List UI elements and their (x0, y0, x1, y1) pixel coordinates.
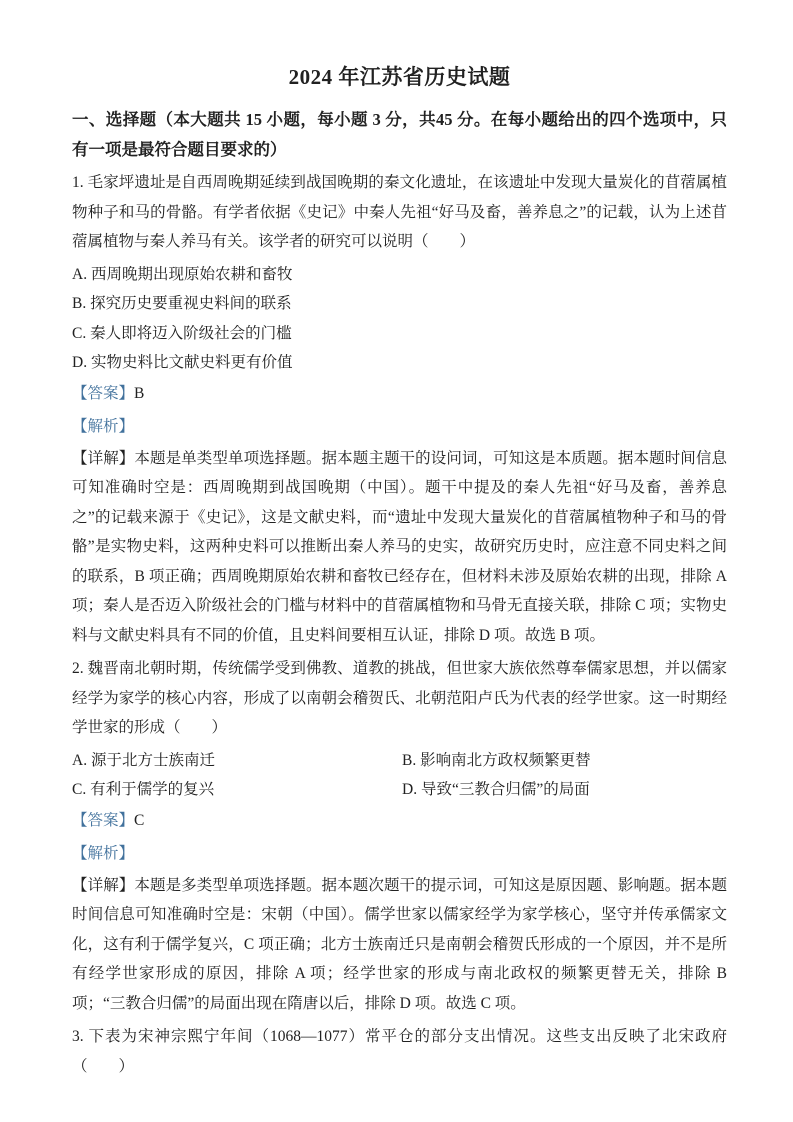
question-1-option-c: C. 秦人即将迈入阶级社会的门槛 (72, 324, 292, 342)
question-2-stem: 2. 魏晋南北朝时期，传统儒学受到佛教、道教的挑战，但世家大族依然尊奉儒家思想，并以儒家经学为家学的核心内容，形成了以南朝会稽贺氏、北朝范阳卢氏为代表的经学世家。这一时期经学世家的形成（ ） (72, 660, 727, 736)
question-3-stem: 3. 下表为宋神宗熙宁年间（1068—1077）常平仓的部分支出情况。这些支出反映了北宋政府（ ） (72, 1028, 727, 1075)
question-1-option-a: A. 西周晚期出现原始农耕和畜牧 (72, 265, 293, 283)
answer-label: 【答案】 (72, 384, 135, 402)
question-2-option-b: B. 影响南北方政权频繁更替 (402, 751, 591, 769)
question-2-option-a: A. 源于北方士族南迁 (72, 751, 215, 769)
question-1-options (72, 260, 727, 378)
question-2-options (72, 746, 727, 805)
question-1-answer-value: B (134, 384, 145, 402)
question-1-detail: 【详解】本题是单类型单项选择题。据本题主题干的设问词，可知这是本质题。据本题时间信息可知准确时空是：西周晚期到战国晚期（中国）。题干中提及的秦人先祖“好马及畜，善养息之”的记载来源于《史记》，这是文献史料，而“遗址中发现大量炭化的苜蓿属植物种子和马的骨骼”是实物史料，这两种史料可以推断出秦人养马的史实，故研究历史时，应注意不同史料之间的联系，B 项正确；西周晚期原始农耕和畜牧已经存在，但材料未涉及原始农耕的出现，排除 A 项；秦人是否迈入阶级社会的门槛与材料中的苜蓿属植物和马骨无直接关联，排除 C 项；实物史料与文献史料具有不同的价值，且史料间要相互认证，排除 D 项。故选 B 项。 (72, 449, 727, 644)
question-block-2 (72, 654, 727, 1018)
analysis-label: 【解析】 (72, 417, 135, 435)
question-block-1 (72, 168, 727, 650)
question-2-option-c: C. 有利于儒学的复兴 (72, 781, 215, 798)
question-2-answer-value: C (134, 811, 145, 829)
question-1-stem: 1. 毛家坪遗址是自西周晚期延续到战国晚期的秦文化遗址，在该遗址中发现大量炭化的苜蓿属植物种子和马的骨骼。有学者依据《史记》中秦人先祖“好马及畜，善养息之”的记载，认为上述苜蓿属植物与秦人养马有关。该学者的研究可以说明（ ） (72, 174, 727, 250)
question-2-detail: 【详解】本题是多类型单项选择题。据本题次题干的提示词，可知这是原因题、影响题。据本题时间信息可知准确时空是：宋朝（中国）。儒学世家以儒家经学为家学核心，坚守并传承儒家文化，这有利于儒学复兴，C 项正确；北方士族南迁只是南朝会稽贺氏形成的一个原因，并不是所有经学世家形成的原因，排除 A 项；经学世家的形成与南北政权的频繁更替无关，排除 B 项；“三教合归儒”的局面出现在隋唐以后，排除 D 项。故选 C 项。 (72, 876, 727, 1012)
page-title: 2024 年江苏省历史试题 (288, 65, 511, 89)
question-2-analysis-line (72, 838, 727, 869)
question-1-answer-line (72, 378, 727, 409)
question-1-option-d: D. 实物史料比文献史料更有价值 (72, 354, 293, 371)
question-1-option-b: B. 探究历史要重视史料间的联系 (72, 295, 292, 312)
question-block-3 (72, 1022, 727, 1081)
question-2-option-d: D. 导致“三教合归儒”的局面 (402, 781, 590, 798)
answer-label: 【答案】 (72, 811, 135, 829)
question-2-answer-line (72, 805, 727, 836)
section-heading: 一、选择题（本大题共 15 小题，每小题 3 分，共45 分。在每小题给出的四个选项中，只有一项是最符合题目要求的） (72, 110, 727, 159)
question-1-analysis-line (72, 411, 727, 442)
analysis-label: 【解析】 (72, 844, 135, 862)
